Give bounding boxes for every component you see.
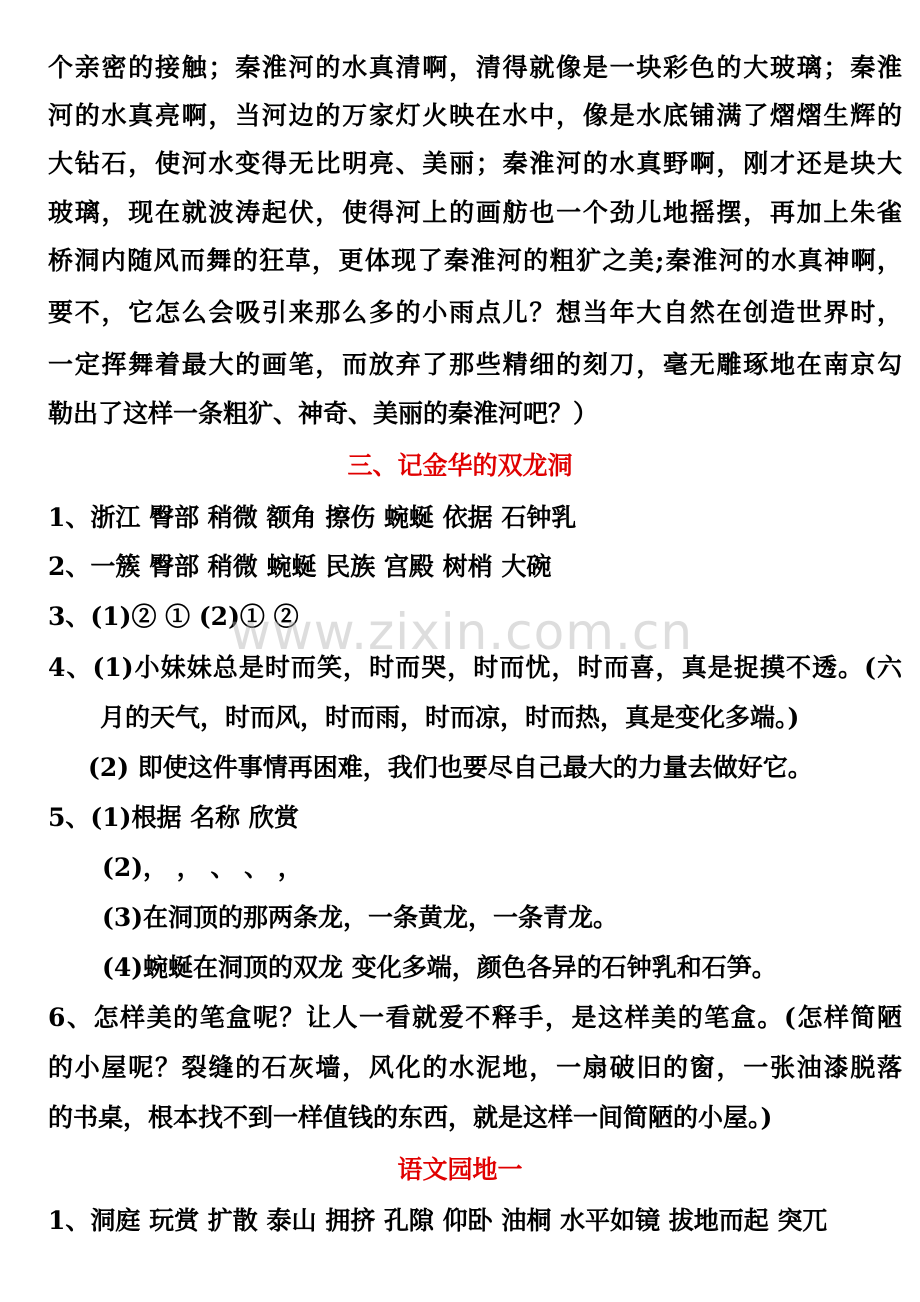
paragraph-line: 要不，它怎么会吸引来那么多的小雨点儿？想当年大自然在创造世界时， bbox=[48, 298, 902, 327]
answer-line: 的书桌，根本找不到一样值钱的东西，就是这样一间简陋的小屋。) bbox=[48, 1103, 773, 1132]
answer-line: (2)， ， 、 、 ， bbox=[102, 853, 303, 882]
answer-line: 6、怎样美的笔盒呢？让人一看就爱不释手，是这样美的笔盒。(怎样简陋 bbox=[48, 1003, 902, 1032]
paragraph-line: 大钻石，使河水变得无比明亮、美丽；秦淮河的水真野啊，刚才还是块大 bbox=[48, 149, 902, 178]
answer-line: (4)蜿蜒在洞顶的双龙 变化多端，颜色各异的石钟乳和石笋。 bbox=[102, 953, 777, 982]
answer-line: 3、(1)② ① (2)① ② bbox=[48, 602, 299, 631]
paragraph-line: 一定挥舞着最大的画笔，而放弃了那些精细的刻刀，毫无雕琢地在南京勾 bbox=[48, 350, 902, 379]
answer-line: 的小屋呢？裂缝的石灰墙，风化的水泥地，一扇破旧的窗，一张油漆脱落 bbox=[48, 1053, 902, 1082]
section-heading: 三、记金华的双龙洞 bbox=[347, 451, 573, 480]
paragraph-line: 个亲密的接触；秦淮河的水真清啊，清得就像是一块彩色的大玻璃；秦淮 bbox=[48, 53, 902, 82]
answer-line: 2、一簇 臀部 稍微 蜿蜒 民族 宫殿 树梢 大碗 bbox=[48, 552, 552, 581]
answer-line: 1、浙江 臀部 稍微 额角 擦伤 蜿蜒 依据 石钟乳 bbox=[48, 503, 577, 532]
paragraph-line: 河的水真亮啊，当河边的万家灯火映在水中，像是水底铺满了熠熠生辉的 bbox=[48, 101, 902, 130]
answer-line: 5、(1)根据 名称 欣赏 bbox=[48, 803, 299, 832]
answer-line: 1、洞庭 玩赏 扩散 泰山 拥挤 孔隙 仰卧 油桐 水平如镜 拔地而起 突兀 bbox=[48, 1206, 828, 1235]
watermark: www.zixin.com.cn bbox=[230, 603, 694, 661]
paragraph-line: 桥洞内随风而舞的狂草，更体现了秦淮河的粗犷之美;秦淮河的水真神啊， bbox=[48, 246, 902, 275]
paragraph-line: 玻璃，现在就波涛起伏，使得河上的画舫也一个劲儿地摇摆，再加上朱雀 bbox=[48, 198, 902, 227]
paragraph-line: 勒出了这样一条粗犷、神奇、美丽的秦淮河吧？） bbox=[48, 399, 599, 428]
answer-line: (2) 即使这件事情再困难，我们也要尽自己最大的力量去做好它。 bbox=[88, 753, 813, 782]
answer-line: 4、(1)小妹妹总是时而笑，时而哭，时而忧，时而喜，真是捉摸不透。(六 bbox=[48, 653, 902, 682]
section-heading: 语文园地一 bbox=[397, 1155, 523, 1184]
answer-line: (3)在洞顶的那两条龙，一条黄龙，一条青龙。 bbox=[102, 903, 619, 932]
answer-line: 月的天气，时而风，时而雨，时而凉，时而热，真是变化多端。) bbox=[100, 703, 800, 732]
